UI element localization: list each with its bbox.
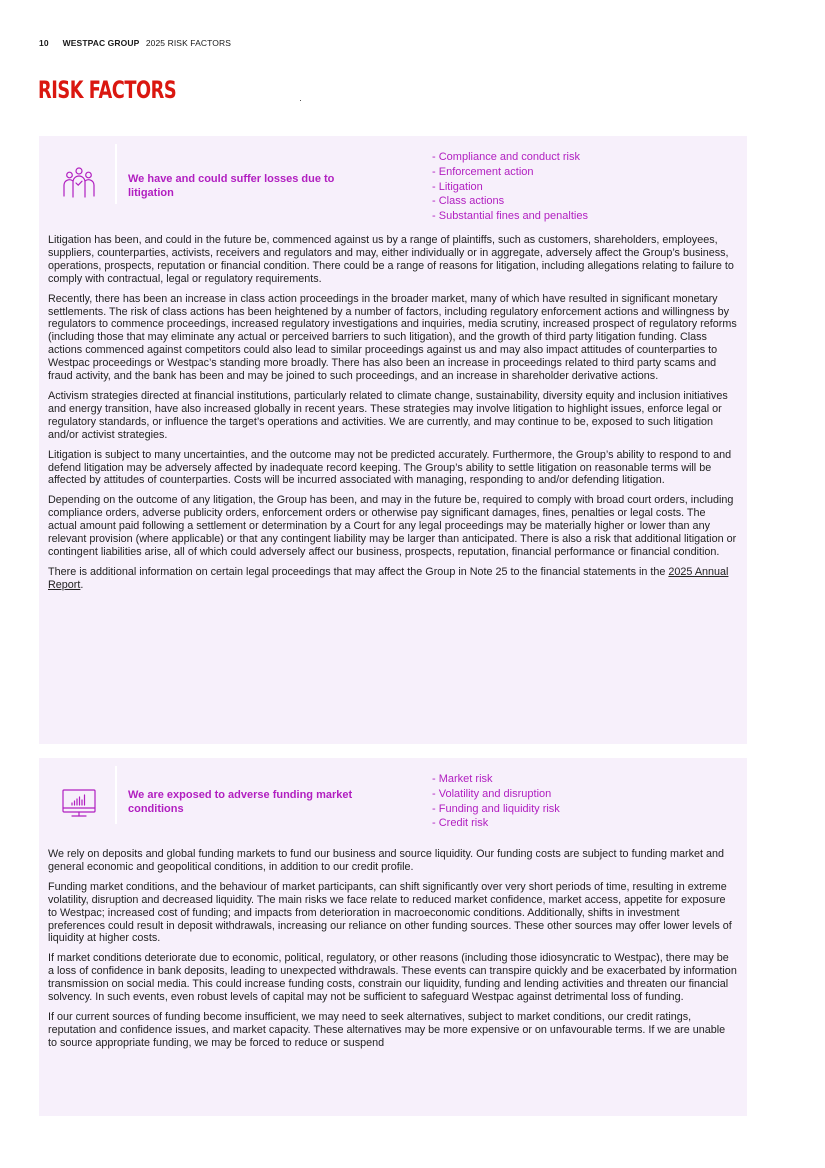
body-paragraph: Activism strategies directed at financial institutions, particularly related to climate change, sustainability, diversity equity and inclusion initiatives and energy transition, have also increased globally in recent years. These strategies may involve litigation to highlight issues, enforce legal or regulatory standards, or influence the target’s operations and activities. We are currently, and may continue to be, exposed to such litigation and/or activist strategies. — [48, 389, 728, 441]
risk-panel-funding — [39, 758, 747, 1116]
risk-tag: - Litigation — [432, 180, 588, 195]
section-title: We are exposed to adverse funding market conditions — [128, 789, 353, 815]
body-paragraph: Funding market conditions, and the behaviour of market participants, can shift significantly over very short periods of time, resulting in extreme volatility, disruption and decreased liquidity. The main risks we face relate to reduced market confidence, market access, appetite for exposure to Westpac; increased cost of funding; and impacts from deterioration in macroeconomic conditions. Additionally, shifts in investment preferences could result in deposit withdrawals, increasing our reliance on other funding sources. These other sources may offer lower levels of liquidity at higher costs. — [48, 880, 732, 945]
people-group-icon — [61, 166, 97, 202]
risk-tag: - Market risk — [432, 772, 560, 787]
body-paragraph: Recently, there has been an increase in class action proceedings in the broader market, many of which have resulted in significant monetary settlements. The risk of class actions has been heightened by a number of factors, including regulatory enforcement actions and willingness by regulators to commence proceedings, increased regulatory investigations and inquiries, media scrutiny, increased prospect of regulatory reforms (including those that may eliminate any actual or perceived barriers to such litigation), and the growth of third party litigation funding. Class actions commenced against competitors could also lead to similar proceedings against us and may also impact attitudes of counterparties to Westpac proceedings or Westpac’s standing more broadly. There has also been an increase in proceedings related to third party scams and fraud activity, and the bank has been and may be joined to such proceedings, and an increase in shareholder derivative actions. — [48, 292, 737, 383]
body-paragraph: We rely on deposits and global funding markets to fund our business and source liquidity. Our funding costs are subject to funding market and general economic and geopolitical conditions, in addition to our credit profile. — [48, 848, 724, 873]
body-paragraph-closing — [48, 566, 737, 592]
risk-panel-litigation — [39, 136, 747, 744]
decorative-dot — [300, 100, 301, 101]
risk-tag: - Substantial fines and penalties — [432, 209, 588, 224]
risk-tag: - Volatility and disruption — [432, 787, 560, 802]
risk-tag-list — [432, 150, 588, 224]
body-paragraph: Litigation is subject to many uncertainties, and the outcome may not be predicted accurately. Furthermore, the Group’s ability to respond to and defend litigation may be adversely affected by inadequate record keeping. The Group’s ability to settle litigation on reasonable terms will be affected by attitudes of counterparties. Costs will be incurred associated with managing, responding to and/or defending litigation. — [48, 448, 732, 487]
risk-tag-list — [432, 772, 560, 831]
panel-body — [39, 848, 747, 1050]
page-number: 10 — [39, 38, 49, 48]
header-divider — [115, 144, 117, 204]
closing-end: . — [80, 578, 84, 591]
panel-header — [39, 136, 747, 234]
body-paragraph: If our current sources of funding become insufficient, we may need to seek alternatives, subject to market conditions, our credit ratings, reputation and confidence issues, and market capacity. These alternatives may be more expensive or on unfavourable terms. If we are unable to source appropriate funding, we may be forced to reduce or suspend — [48, 1010, 726, 1049]
annual-report-link[interactable]: 2025 Annual Report — [48, 565, 729, 591]
risk-tag: - Class actions — [432, 194, 588, 209]
risk-tag: - Funding and liquidity risk — [432, 802, 560, 817]
body-paragraph: Depending on the outcome of any litigation, the Group has been, and may in the future be, required to comply with broad court orders, including compliance orders, adverse publicity orders, enforcement orders or otherwise pay significant damages, fines, penalties or legal costs. The actual amount paid following a settlement or determination by a Court for any legal proceedings may be materially higher or lower than any relevant provision (where applicable) or that any contingent liability may be larger than anticipated. There is also a risk that additional litigation or contingent liabilities arise, all of which could adversely affect our business, prospects, reputation, financial performance or financial condition. — [48, 494, 737, 558]
risk-tag: - Credit risk — [432, 816, 560, 831]
body-paragraph: If market conditions deteriorate due to economic, political, regulatory, or other reasons (including those idiosyncratic to Westpac), there may be a loss of confidence in bank deposits, leading to unexpected withdrawals. These events can transpire quickly and be exacerbated by information transmission on social media. This could increase funding costs, constrain our liquidity, funding and lending activities and threaten our financial solvency. In such events, even robust levels of capital may not be sufficient to safeguard Westpac against detrimental loss of funding. — [48, 952, 737, 1004]
panel-header — [39, 758, 747, 848]
body-paragraph: Litigation has been, and could in the future be, commenced against us by a range of plaintiffs, such as customers, shareholders, employees, suppliers, counterparties, activists, receivers and regulators and may, either individually or in aggregate, adversely affect the Group’s business, operations, prospects, reputation or financial condition. There could be a range of reasons for litigation, including allegations relating to failure to comply with contractual, legal or regulatory requirements. — [48, 234, 734, 285]
header-divider — [115, 766, 117, 824]
section-title: We have and could suffer losses due to litigation — [128, 173, 335, 199]
page-title: RISK FACTORS — [38, 76, 177, 104]
risk-tag: - Compliance and conduct risk — [432, 150, 588, 165]
brand-name: WESTPAC GROUP — [62, 38, 140, 48]
closing-text: There is additional information on certain legal proceedings that may affect the Group in Note 25 to the financial statements in the — [48, 565, 669, 578]
panel-body — [39, 234, 747, 592]
risk-tag: - Enforcement action — [432, 165, 588, 180]
report-name: 2025 RISK FACTORS — [145, 38, 231, 48]
running-header — [39, 38, 231, 48]
monitor-chart-icon — [61, 786, 97, 822]
